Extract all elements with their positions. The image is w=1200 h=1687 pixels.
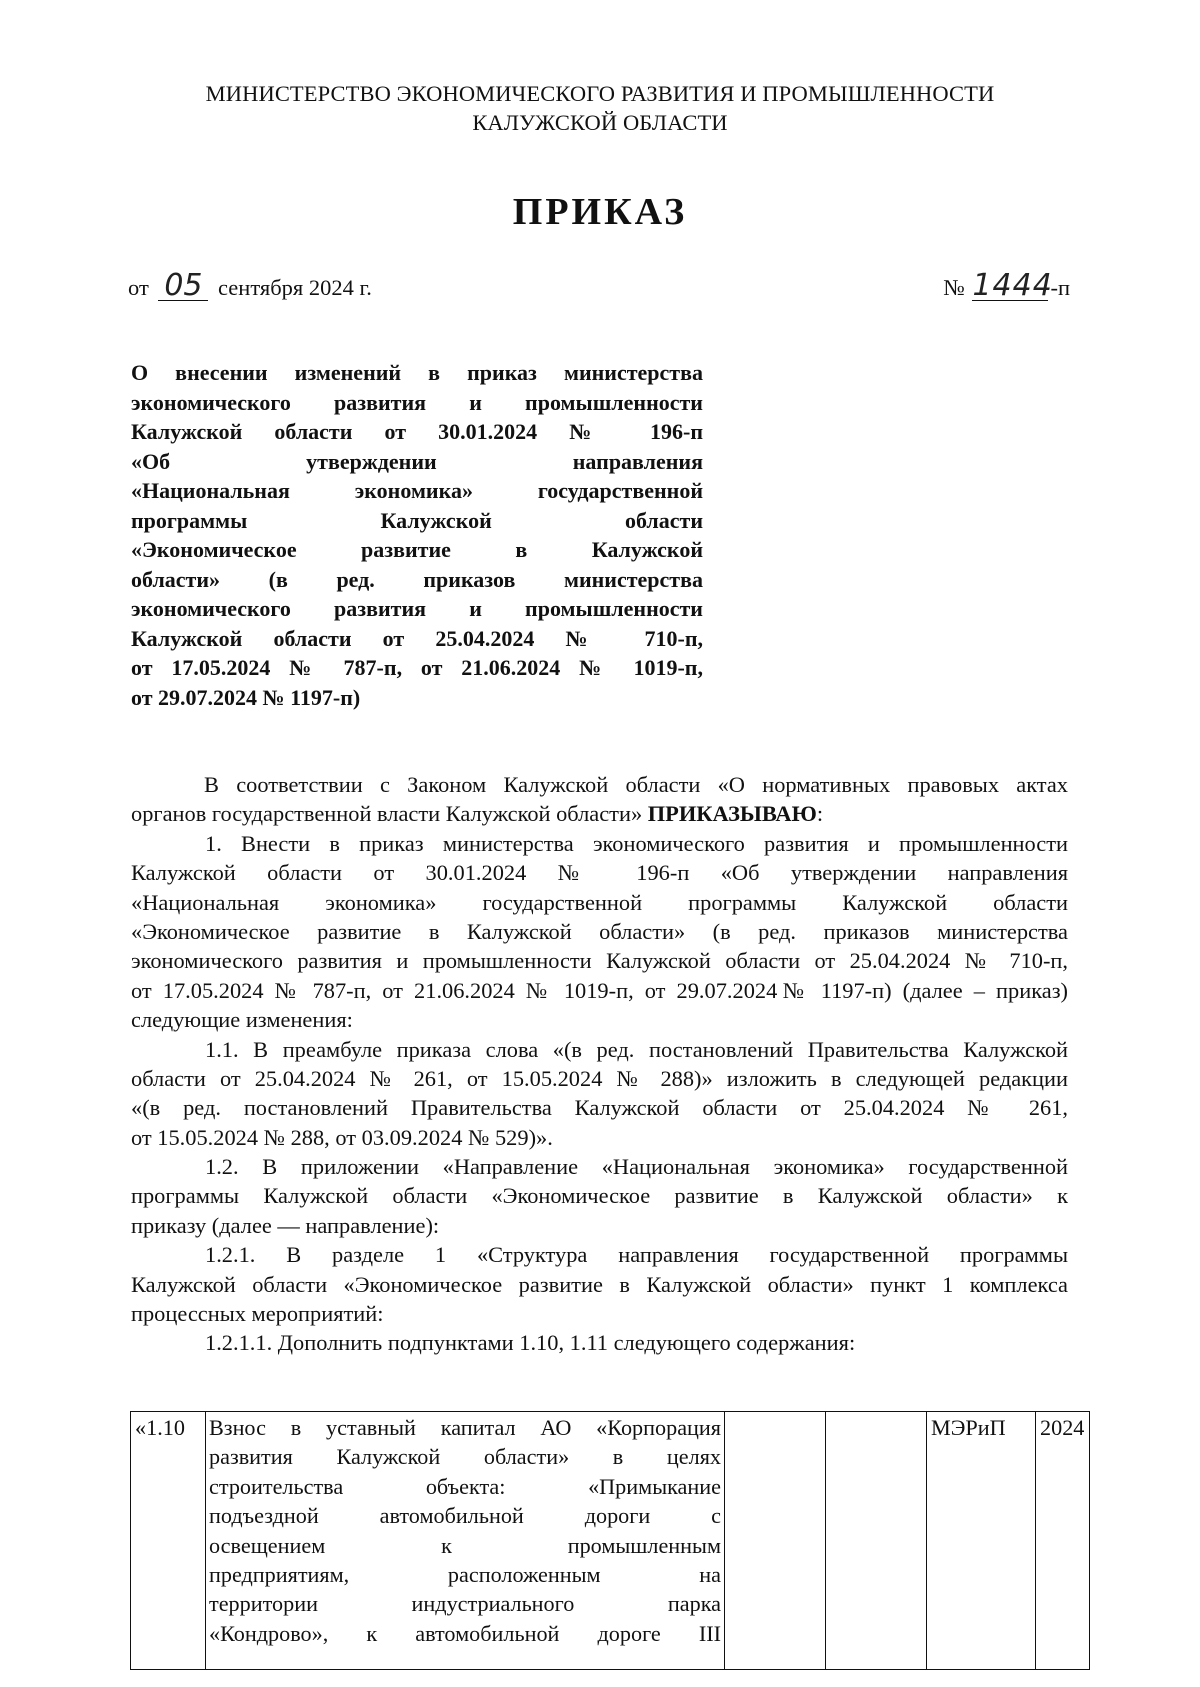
description-line: предприятиям, расположенным на: [209, 1561, 721, 1587]
description-line: строительства объекта: «Примыкание: [209, 1473, 721, 1499]
paragraph-1-line: следующие изменения:: [131, 1007, 353, 1033]
paragraph-1-line: «Национальная экономика» государственной программы Калужской области: [131, 889, 1068, 915]
description-line: территории индустриального парка: [209, 1591, 721, 1617]
ministry-name-line2: КАЛУЖСКОЙ ОБЛАСТИ: [472, 110, 728, 135]
paragraph-1-2-line: приказу (далее — направление):: [131, 1212, 440, 1238]
empty-cell: [725, 1412, 826, 1670]
paragraph-1-line: экономического развития и промышленности Калужской области от 25.04.2024 № 710-п,: [131, 948, 1068, 974]
subject-line: «Национальная экономика» государственной: [131, 478, 703, 503]
number-suffix: -п: [1050, 275, 1070, 300]
handwritten-number: 1444: [972, 268, 1053, 303]
subject-line: экономического развития и промышленности: [131, 596, 703, 621]
subject-line: Калужской области от 25.04.2024 № 710-п,: [131, 625, 703, 651]
subject-line: от 17.05.2024 № 787-п, от 21.06.2024 № 1019-п,: [131, 655, 703, 680]
description-line: освещением к промышленным: [209, 1532, 721, 1558]
executor-cell: МЭРиП: [927, 1412, 1036, 1670]
order-verb: ПРИКАЗЫВАЮ: [647, 801, 817, 827]
description-line: Взнос в уставный капитал АО «Корпорация: [209, 1415, 721, 1440]
description-line: подъездной автомобильной дороги с: [209, 1503, 721, 1529]
year-cell: 2024: [1036, 1412, 1090, 1670]
date-month-year: сентября 2024 г.: [218, 275, 372, 300]
document-title: ПРИКАЗ: [512, 191, 688, 233]
ministry-name-line1: МИНИСТЕРСТВО ЭКОНОМИЧЕСКОГО РАЗВИТИЯ И ПРОМЫШЛЕННОСТИ: [205, 81, 995, 106]
paragraph-1-1-line: от 15.05.2024 № 288, от 03.09.2024 № 529)».: [131, 1124, 553, 1150]
preamble-text: органов государственной власти Калужской области»: [131, 801, 643, 827]
description-line: «Кондрово», к автомобильной дороге III: [209, 1620, 721, 1646]
order-body: [131, 770, 1068, 1358]
order-date: [128, 268, 372, 303]
activities-table: [130, 1411, 1090, 1670]
subject-line: области» (в ред. приказов министерства: [131, 566, 703, 592]
paragraph-1-2-1-line: процессных мероприятий:: [131, 1301, 384, 1327]
subject-line: от 29.07.2024 № 1197-п): [131, 684, 361, 710]
paragraph-1-1-line: области от 25.04.2024 № 261, от 15.05.2024 № 288)» изложить в следующей редакции: [131, 1065, 1068, 1091]
paragraph-1-line: 1. Внести в приказ министерства экономического развития и промышленности: [205, 830, 1068, 856]
number-sign: №: [943, 275, 965, 300]
paragraph-1-2-line: программы Калужской области «Экономическое развитие в Калужской области» к: [131, 1183, 1068, 1209]
ministry-header: [0, 79, 1200, 137]
subject-line: программы Калужской области: [131, 507, 703, 533]
handwritten-day: 05: [158, 272, 208, 301]
subject-line: «Экономическое развитие в Калужской: [131, 537, 703, 562]
subject-line: Калужской области от 30.01.2024 № 196-п: [131, 419, 703, 444]
order-subject: [131, 358, 703, 712]
subject-line: О внесении изменений в приказ министерства: [131, 360, 703, 385]
description-line: развития Калужской области» в целях: [209, 1444, 721, 1470]
paragraph-1-line: «Экономическое развитие в Калужской области» (в ред. приказов министерства: [131, 918, 1068, 944]
paragraph-1-line: от 17.05.2024 № 787-п, от 21.06.2024 № 1019-п, от 29.07.2024№ 1197-п) (далее – приказ): [131, 977, 1068, 1003]
paragraph-1-1-line: 1.1. В преамбуле приказа слова «(в ред. постановлений Правительства Калужской: [205, 1036, 1068, 1062]
paragraph-1-2-line: 1.2. В приложении «Направление «Национальная экономика» государственной: [205, 1154, 1068, 1180]
paragraph-1-line: Калужской области от 30.01.2024 № 196-п «Об утверждении направления: [131, 860, 1068, 886]
empty-cell: [826, 1412, 927, 1670]
subject-line: «Об утверждении направления: [131, 448, 703, 474]
paragraph-1-2-1-line: Калужской области «Экономическое развитие в Калужской области» пункт 1 комплекса: [131, 1271, 1068, 1297]
table-row: [131, 1412, 1090, 1670]
description-cell: [206, 1412, 725, 1670]
order-number: [943, 268, 1070, 303]
paragraph-1-2-1-1: 1.2.1.1. Дополнить подпунктами 1.10, 1.11 следующего содержания:: [205, 1330, 856, 1356]
preamble-line: [131, 799, 1068, 828]
preamble-line: В соответствии с Законом Калужской области «О нормативных правовых актах: [204, 772, 1068, 797]
paragraph-1-1-line: «(в ред. постановлений Правительства Калужской области от 25.04.2024 № 261,: [131, 1095, 1068, 1121]
row-number-cell: «1.10: [131, 1412, 206, 1670]
paragraph-1-2-1-line: 1.2.1. В разделе 1 «Структура направления государственной программы: [205, 1242, 1068, 1268]
date-prefix: от: [128, 275, 149, 300]
preamble-colon: :: [816, 801, 824, 827]
subject-line: экономического развития и промышленности: [131, 389, 703, 415]
